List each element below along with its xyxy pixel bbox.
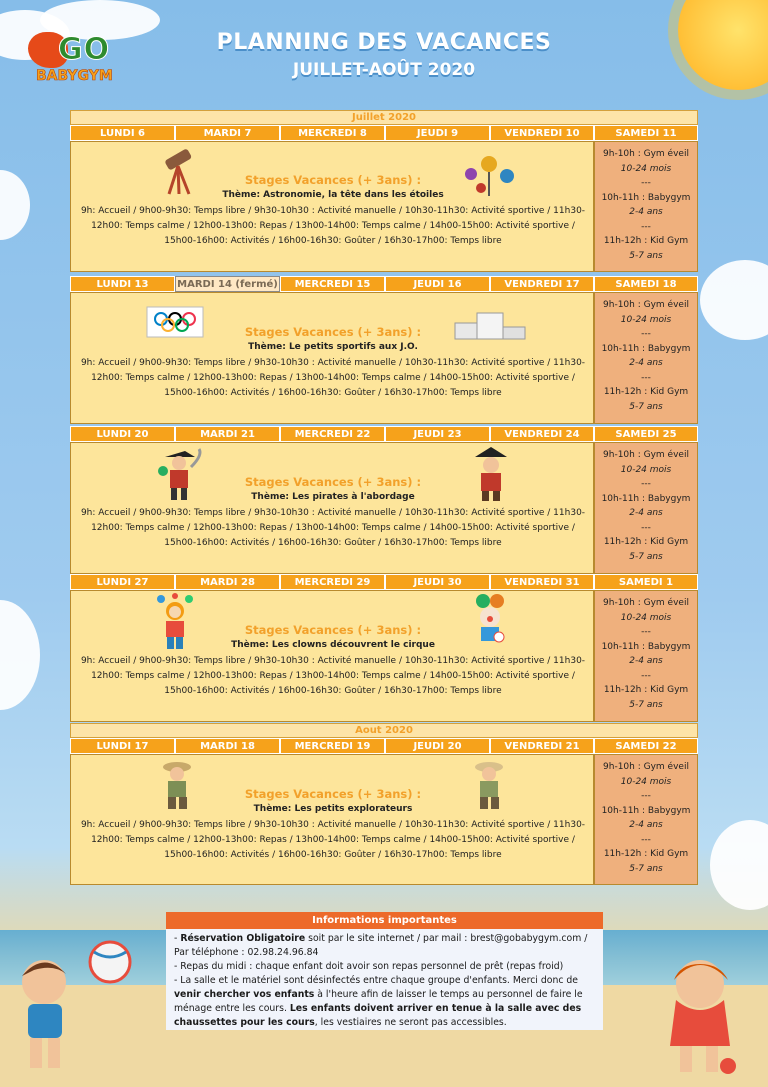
stage-panel (70, 442, 594, 574)
day-cell: JEUDI 30 (385, 574, 490, 590)
slot-age: 2-4 ans (629, 207, 663, 217)
slot-age: 5-7 ans (629, 699, 663, 710)
day-cell: MARDI 7 (175, 125, 280, 141)
stage-theme: Thème: Astronomie, la tête dans les étoiles (222, 190, 444, 200)
stage-title: Stages Vacances (+ 3ans) : (244, 173, 422, 187)
slot-age: 5-7 ans (629, 401, 663, 412)
slot-time: 9h-10h : Gym éveil (603, 450, 689, 460)
info-line-repas: - Repas du midi : chaque enfant doit avoir son repas personnel de prêt (repas froid) (174, 961, 564, 972)
logo-brand-text: BABYGYM (36, 68, 113, 84)
slot-time: 9h-10h : Gym éveil (603, 762, 689, 772)
week-row (70, 574, 698, 722)
day-cell: VENDREDI 31 (490, 574, 594, 590)
slot-age: 5-7 ans (629, 863, 663, 874)
day-cell: MARDI 28 (175, 574, 280, 590)
day-cell: LUNDI 6 (70, 125, 175, 141)
info-bold-venir: venir chercher vos enfants (174, 989, 315, 1000)
slot-separator: --- (641, 670, 651, 681)
telescope-icon (161, 146, 199, 196)
stage-panel (70, 292, 594, 424)
info-box (166, 912, 603, 1030)
slot-time: 10h-11h : Babygym (601, 493, 691, 504)
day-cell-closed: MARDI 14 (fermé) (175, 276, 280, 292)
month-label-aout: Aout 2020 (70, 723, 698, 738)
slot-age: 2-4 ans (629, 820, 663, 830)
slot-time: 10h-11h : Babygym (601, 641, 691, 652)
stage-schedule: 9h: Accueil / 9h00-9h30: Temps libre / 9h30-10h30 : Activité manuelle / 10h30-11h30: Activité sportive / 11h30-12h00: Temps calme / 12h00-13h00: Repas / 13h00-14h00: Temps calme / 14h00-15h00: Activité sportive / 15h00-16h00: Activités / 16h00-16h30: Goûter / 16h30-17h00: Temps libre (80, 358, 586, 398)
day-cell: JEUDI 16 (385, 276, 490, 292)
slot-age: 10-24 mois (620, 314, 672, 325)
day-cell: MERCREDI 29 (280, 574, 385, 590)
info-body (166, 929, 603, 1030)
day-cell-saturday: SAMEDI 1 (594, 574, 698, 590)
stage-title: Stages Vacances (+ 3ans) : (244, 475, 422, 489)
beach-boy-icon (4, 940, 164, 1080)
stage-schedule: 9h: Accueil / 9h00-9h30: Temps libre / 9h30-10h30 : Activité manuelle / 10h30-11h30: Activité sportive / 11h30-12h00: Temps calme / 12h00-13h00: Repas / 13h00-14h00: Temps calme / 14h00-15h00: Activité sportive / 15h00-16h00: Activités / 16h00-16h30: Goûter / 16h30-17h00: Temps libre (80, 508, 586, 548)
day-header-row (70, 426, 698, 442)
saturday-panel (594, 141, 698, 272)
slot-time: 11h-12h : Kid Gym (603, 537, 689, 547)
week-row (70, 276, 698, 424)
slot-age: 5-7 ans (629, 551, 663, 562)
slot-time: 11h-12h : Kid Gym (603, 849, 689, 859)
slot-separator: --- (641, 479, 651, 489)
day-cell: MERCREDI 15 (280, 276, 385, 292)
week-row (70, 426, 698, 574)
slot-age: 2-4 ans (629, 508, 663, 518)
page-subtitle: JUILLET-AOÛT 2020 (292, 60, 476, 80)
day-cell: MARDI 18 (175, 738, 280, 754)
slot-age: 10-24 mois (620, 163, 672, 174)
day-cell: LUNDI 17 (70, 738, 175, 754)
slot-time: 9h-10h : Gym éveil (603, 300, 689, 310)
day-cell-saturday: SAMEDI 11 (594, 125, 698, 141)
slot-age: 2-4 ans (629, 656, 663, 666)
slot-separator: --- (641, 372, 651, 383)
day-cell: MERCREDI 22 (280, 426, 385, 442)
slot-age: 10-24 mois (620, 776, 672, 787)
day-cell: VENDREDI 24 (490, 426, 594, 442)
day-cell: VENDREDI 10 (490, 125, 594, 141)
holiday-planner (70, 110, 698, 885)
info-text: - La salle et le matériel sont désinfectés entre chaque groupe d'enfants. Merci donc de (174, 975, 579, 986)
month-label-juillet: Juillet 2020 (70, 110, 698, 125)
day-header-row (70, 125, 698, 141)
stage-theme: Thème: Les pirates à l'abordage (251, 492, 415, 502)
slot-separator: --- (641, 627, 651, 637)
stage-schedule: 9h: Accueil / 9h00-9h30: Temps libre / 9h30-10h30 : Activité manuelle / 10h30-11h30: Activité sportive / 11h30-12h00: Temps calme / 12h00-13h00: Repas / 13h00-14h00: Temps calme / 14h00-15h00: Activité sportive / 15h00-16h00: Activités / 16h00-16h30: Goûter / 16h30-17h00: Temps libre (80, 656, 586, 696)
slot-time: 9h-10h : Gym éveil (603, 149, 689, 159)
stage-panel (70, 754, 594, 885)
slot-separator: --- (641, 329, 651, 339)
day-cell: JEUDI 20 (385, 738, 490, 754)
stage-theme: Thème: Les clowns découvrent le cirque (231, 640, 435, 650)
info-line-salle (174, 974, 595, 1030)
day-cell: VENDREDI 17 (490, 276, 594, 292)
day-cell: LUNDI 13 (70, 276, 175, 292)
saturday-panel (594, 442, 698, 574)
day-header-row (70, 574, 698, 590)
info-bold-reservation: Réservation Obligatoire (180, 933, 306, 944)
day-header-row (70, 276, 698, 292)
day-header-row (70, 738, 698, 754)
stage-theme: Thème: Les petits explorateurs (253, 804, 413, 814)
slot-separator: --- (641, 791, 651, 801)
slot-time: 9h-10h : Gym éveil (603, 598, 689, 608)
slot-separator: --- (641, 834, 651, 845)
slot-age: 5-7 ans (629, 250, 663, 261)
day-cell: MERCREDI 19 (280, 738, 385, 754)
day-cell: JEUDI 9 (385, 125, 490, 141)
stage-theme: Thème: Le petits sportifs aux J.O. (248, 342, 418, 352)
info-heading: Informations importantes (166, 912, 603, 929)
day-cell: JEUDI 23 (385, 426, 490, 442)
day-cell-saturday: SAMEDI 22 (594, 738, 698, 754)
week-row (70, 738, 698, 886)
stage-title: Stages Vacances (+ 3ans) : (244, 787, 422, 801)
day-cell: LUNDI 20 (70, 426, 175, 442)
week-row (70, 125, 698, 273)
slot-time: 10h-11h : Babygym (601, 805, 691, 816)
info-text: , les vestiaires ne seront pas accessibles. (314, 1017, 507, 1028)
slot-time: 10h-11h : Babygym (601, 192, 691, 203)
slot-separator: --- (641, 522, 651, 533)
day-cell: VENDREDI 21 (490, 738, 594, 754)
stage-panel (70, 141, 594, 272)
day-cell: LUNDI 27 (70, 574, 175, 590)
slot-age: 2-4 ans (629, 358, 663, 368)
stage-schedule: 9h: Accueil / 9h00-9h30: Temps libre / 9h30-10h30 : Activité manuelle / 10h30-11h30: Activité sportive / 11h30-12h00: Temps calme / 12h00-13h00: Repas / 13h00-14h00: Temps calme / 14h00-15h00: Activité sportive / 15h00-16h00: Activités / 16h00-16h30: Goûter / 16h30-17h00: Temps libre (80, 820, 586, 860)
slot-separator: --- (641, 178, 651, 188)
slot-age: 10-24 mois (620, 612, 672, 623)
info-text: - (174, 933, 181, 944)
slot-time: 10h-11h : Babygym (601, 343, 691, 354)
logo-go-text: GO (58, 32, 111, 67)
saturday-panel (594, 292, 698, 424)
day-cell-saturday: SAMEDI 18 (594, 276, 698, 292)
page-title: PLANNING DES VACANCES (216, 30, 552, 55)
slot-time: 11h-12h : Kid Gym (603, 685, 689, 695)
info-text: à l'heure afin de laisser le temps au personnel de faire le ménage entre les cours. (174, 989, 583, 1014)
info-line-reservation (174, 932, 595, 960)
slot-age: 10-24 mois (620, 464, 672, 475)
stage-title: Stages Vacances (+ 3ans) : (244, 623, 422, 637)
day-cell: MERCREDI 8 (280, 125, 385, 141)
saturday-panel (594, 754, 698, 885)
info-bold-tenue: Les enfants doivent arriver en tenue à la salle avec des chaussettes pour les cours (174, 1003, 582, 1028)
beach-girl-icon (650, 950, 760, 1080)
day-cell-saturday: SAMEDI 25 (594, 426, 698, 442)
saturday-panel (594, 590, 698, 722)
stage-panel (70, 590, 594, 722)
slot-separator: --- (641, 221, 651, 232)
slot-time: 11h-12h : Kid Gym (603, 236, 689, 246)
day-cell: MARDI 21 (175, 426, 280, 442)
stage-title: Stages Vacances (+ 3ans) : (244, 325, 422, 339)
slot-time: 11h-12h : Kid Gym (603, 387, 689, 397)
info-text: soit par le site internet / par mail : brest@gobabygym.com / Par téléphone : 02.98.24.96.84 (174, 933, 588, 958)
stage-schedule: 9h: Accueil / 9h00-9h30: Temps libre / 9h30-10h30 : Activité manuelle / 10h30-11h30: Activité sportive / 11h30-12h00: Temps calme / 12h00-13h00: Repas / 13h00-14h00: Temps calme / 14h00-15h00: Activité sportive / 15h00-16h00: Activités / 16h00-16h30: Goûter / 16h30-17h00: Temps libre (80, 206, 586, 246)
